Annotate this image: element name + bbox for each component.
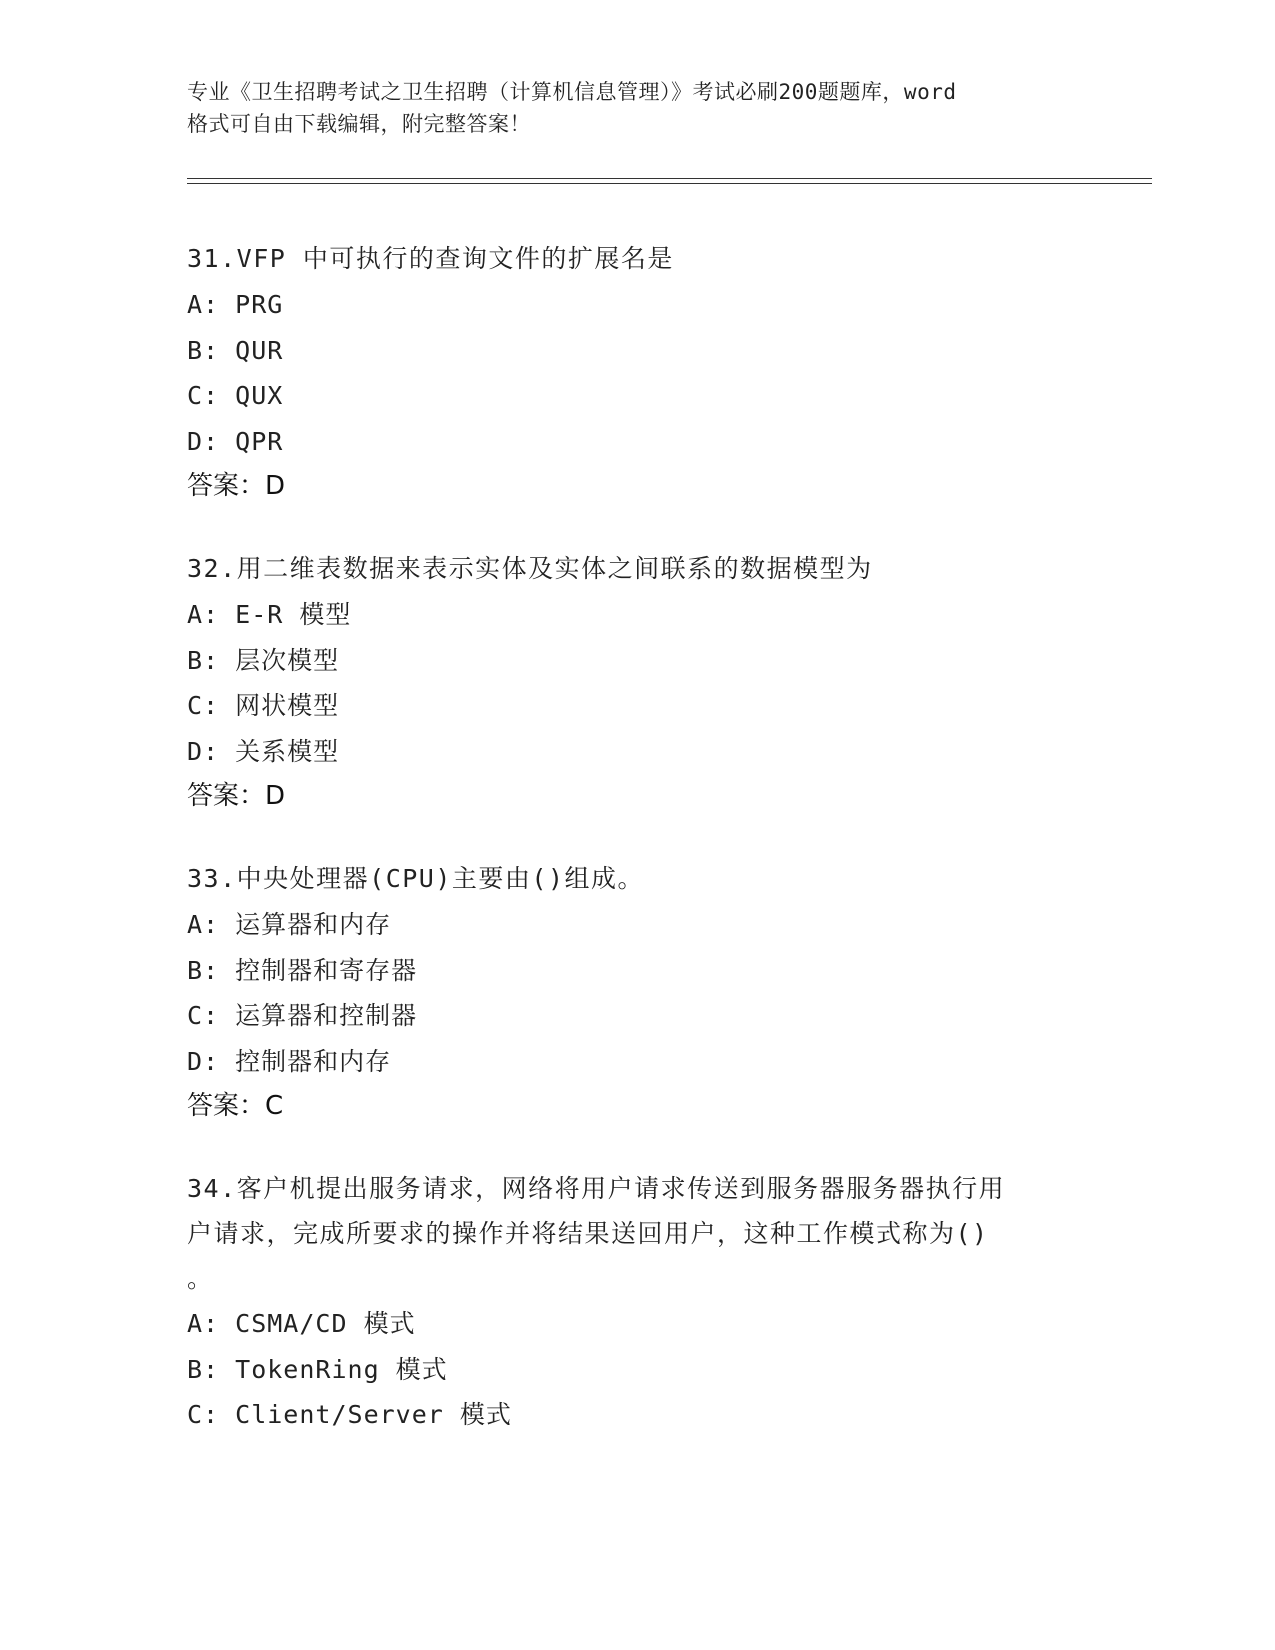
question-stem: 32.用二维表数据来表示实体及实体之间联系的数据模型为: [187, 554, 873, 583]
option-a: A: 运算器和内存: [187, 910, 392, 939]
question-32: [187, 546, 1087, 818]
question-stem-line-2: 户请求，完成所要求的操作并将结果送回用户，这种工作模式称为(): [187, 1219, 989, 1248]
answer-value: D: [265, 781, 286, 811]
option-c: C: QUX: [187, 381, 284, 410]
question-stem: 31.VFP 中可执行的查询文件的扩展名是: [187, 244, 674, 273]
option-d: D: QPR: [187, 426, 284, 456]
question-34: [187, 1166, 1087, 1438]
option-a: A: PRG: [187, 290, 284, 319]
answer: [187, 464, 1087, 508]
question-stem-line-3: 。: [187, 1264, 214, 1293]
answer: [187, 774, 1087, 818]
question-31: [187, 236, 1087, 508]
question-list: [187, 236, 1087, 1476]
answer-label: 答案：: [187, 1091, 266, 1121]
option-d: D: 关系模型: [187, 736, 340, 766]
answer: [187, 1084, 1087, 1128]
answer-label: 答案：: [187, 471, 266, 501]
option-b: B: QUR: [187, 335, 284, 365]
question-stem: 33.中央处理器(CPU)主要由()组成。: [187, 864, 645, 893]
answer-label: 答案：: [187, 781, 266, 811]
option-d: D: 控制器和内存: [187, 1046, 392, 1076]
header-line-2: 格式可自由下载编辑，附完整答案！: [187, 112, 531, 136]
option-b: B: 层次模型: [187, 645, 340, 675]
option-b: B: TokenRing 模式: [187, 1354, 448, 1384]
option-c: C: 网状模型: [187, 691, 340, 720]
option-a: A: CSMA/CD 模式: [187, 1309, 416, 1338]
option-b: B: 控制器和寄存器: [187, 955, 418, 985]
answer-value: D: [265, 471, 286, 501]
question-stem-line-1: 34.客户机提出服务请求，网络将用户请求传送到服务器服务器执行用: [187, 1174, 1006, 1203]
header-divider-bottom: [187, 183, 1152, 184]
question-33: [187, 856, 1087, 1128]
document-header: [187, 76, 1087, 140]
option-c: C: 运算器和控制器: [187, 1001, 418, 1030]
option-c: C: Client/Server 模式: [187, 1400, 512, 1429]
answer-value: C: [265, 1091, 284, 1121]
option-a: A: E-R 模型: [187, 600, 352, 629]
header-divider-top: [187, 178, 1152, 179]
header-line-1: 专业《卫生招聘考试之卫生招聘（计算机信息管理）》考试必刷200题题库，word: [187, 80, 957, 104]
